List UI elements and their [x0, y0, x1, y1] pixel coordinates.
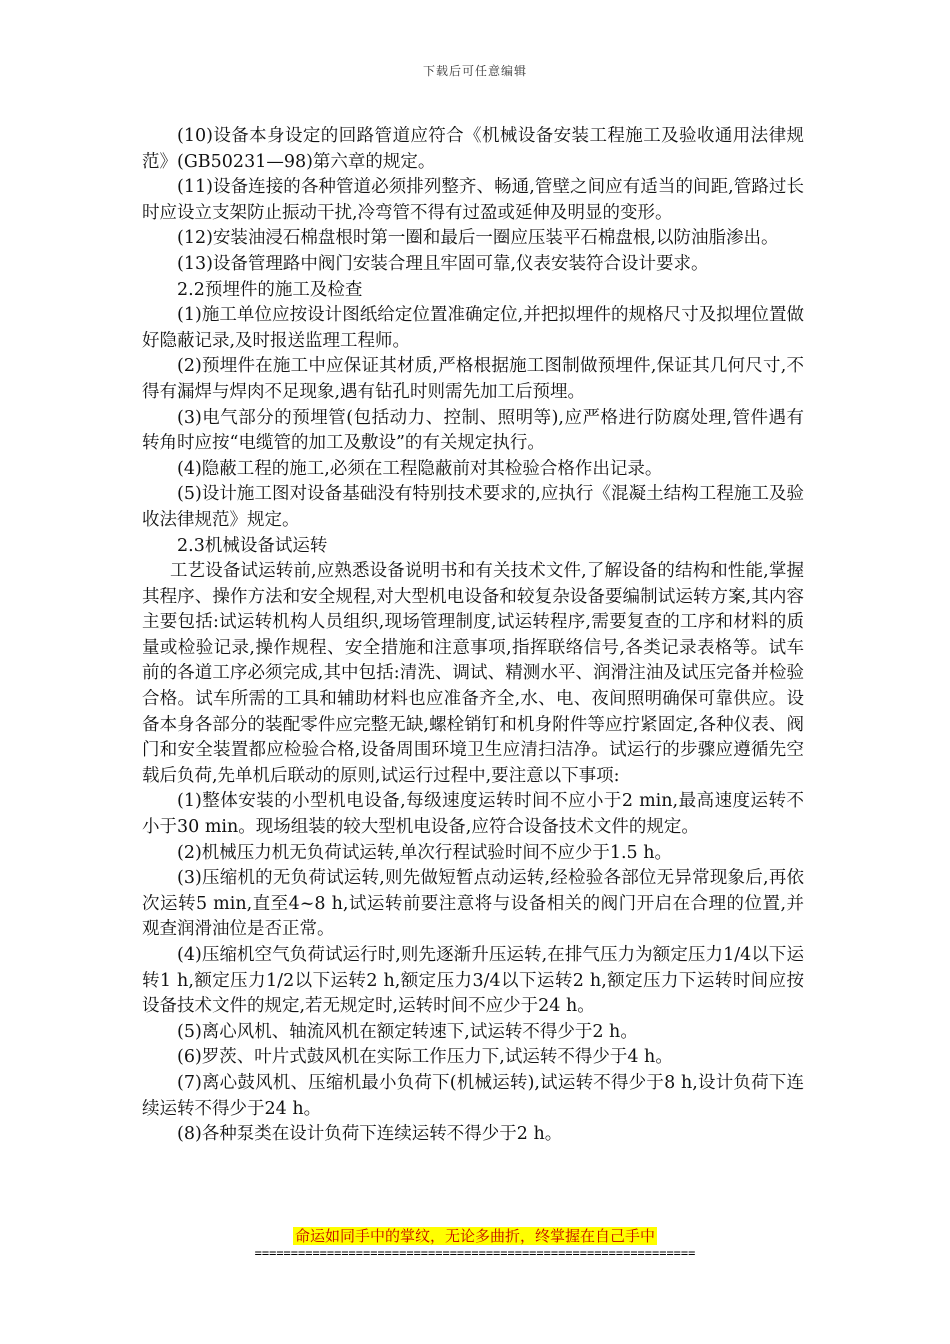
paragraph: (2)机械压力机无负荷试运转,单次行程试验时间不应少于1.5 h。 [177, 842, 673, 863]
paragraph: (2)预埋件在施工中应保证其材质,严格根据施工图制做预埋件,保证其几何尺寸,不得有漏焊与焊肉不足现象,遇有钻孔时则需先加工后预埋。 [142, 356, 804, 402]
paragraph: (5)设计施工图对设备基础没有特别技术要求的,应执行《混凝土结构工程施工及验收法律规范》规定。 [142, 484, 804, 530]
paragraph: (10)设备本身设定的回路管道应符合《机械设备安装工程施工及验收通用法律规范》(GB50231—98)第六章的规定。 [142, 126, 804, 172]
footer-divider: ============================================================= [254, 1246, 696, 1260]
paragraph: (4)压缩机空气负荷试运行时,则先逐渐升压运转,在排气压力为额定压力1/4以下运转1 h,额定压力1/2以下运转2 h,额定压力3/4以下运转2 h,额定压力下运转时间应按设备技术文件的规定,若无规定时,运转时间不应少于24 h。 [142, 945, 804, 1017]
footer-quote-text: 命运如同手中的掌纹，无论多曲折，终掌握在自己手中 [294, 1227, 655, 1245]
paragraph: (4)隐蔽工程的施工,必须在工程隐蔽前对其检验合格作出记录。 [177, 458, 663, 479]
paragraph: (3)压缩机的无负荷试运转,则先做短暂点动运转,经检验各部位无异常现象后,再依次运转5 min,直至4~8 h,试运转前要注意将与设备相关的阀门开启在合理的位置,并观查润滑油位是否正常。 [142, 868, 804, 940]
paragraph: 工艺设备试运转前,应熟悉设备说明书和有关技术文件,了解设备的结构和性能,掌握其程序、操作方法和安全规程,对大型机电设备和较复杂设备要编制试运转方案,其内容主要包括:试运转机构人员组织,现场管理制度,试运转程序,需要复查的工序和材料的质量或检验记录,操作规程、安全措施和注意事项,指挥联络信号,各类记录表格等。试车前的各道工序必须完成,其中包括:清洗、调试、精测水平、润滑注油及试压完备并检验合格。试车所需的工具和辅助材料也应准备齐全,水、电、夜间照明确保可靠供应。设备本身各部分的装配零件应完整无缺,螺栓销钉和机身附件等应拧紧固定,各种仪表、阀门和安全装置都应检验合格,设备周围环境卫生应清扫洁净。试运行的步骤应遵循先空载后负荷,先单机后联动的原则,试运行过程中,要注意以下事项: [142, 561, 804, 786]
paragraph: (1)施工单位应按设计图纸给定位置准确定位,并把拟埋件的规格尺寸及拟埋位置做好隐蔽记录,及时报送监理工程师。 [142, 305, 804, 351]
paragraph: (5)离心风机、轴流风机在额定转速下,试运转不得少于2 h。 [177, 1021, 638, 1042]
paragraph: (12)安装油浸石棉盘根时第一圈和最后一圈应压装平石棉盘根,以防油脂渗出。 [177, 228, 779, 249]
section-heading: 2.3机械设备试运转 [177, 535, 328, 556]
paragraph: (11)设备连接的各种管道必须排列整齐、畅通,管壁之间应有适当的间距,管路过长时应设立支架防止振动干扰,冷弯管不得有过盈或延伸及明显的变形。 [142, 177, 804, 223]
paragraph: (8)各种泵类在设计负荷下连续运转不得少于2 h。 [177, 1124, 563, 1145]
paragraph: (7)离心鼓风机、压缩机最小负荷下(机械运转),试运转不得少于8 h,设计负荷下连续运转不得少于24 h。 [142, 1072, 804, 1119]
page-header: 下载后可任意编辑 [422, 64, 527, 78]
footer-quote [0, 1226, 950, 1246]
paragraph: (1)整体安装的小型机电设备,每级速度运转时间不应小于2 min,最高速度运转不小于30 min。现场组装的较大型机电设备,应符合设备技术文件的规定。 [142, 791, 804, 838]
paragraph: (3)电气部分的预埋管(包括动力、控制、照明等),应严格进行防腐处理,管件遇有转角时应按“电缆管的加工及敷设”的有关规定执行。 [142, 407, 804, 454]
paragraph: (6)罗茨、叶片式鼓风机在实际工作压力下,试运转不得少于4 h。 [177, 1047, 673, 1068]
document-body [142, 124, 804, 1148]
paragraph: (13)设备管理路中阀门安装合理且牢固可靠,仪表安装符合设计要求。 [177, 253, 709, 274]
section-heading: 2.2预埋件的施工及检查 [177, 279, 363, 300]
